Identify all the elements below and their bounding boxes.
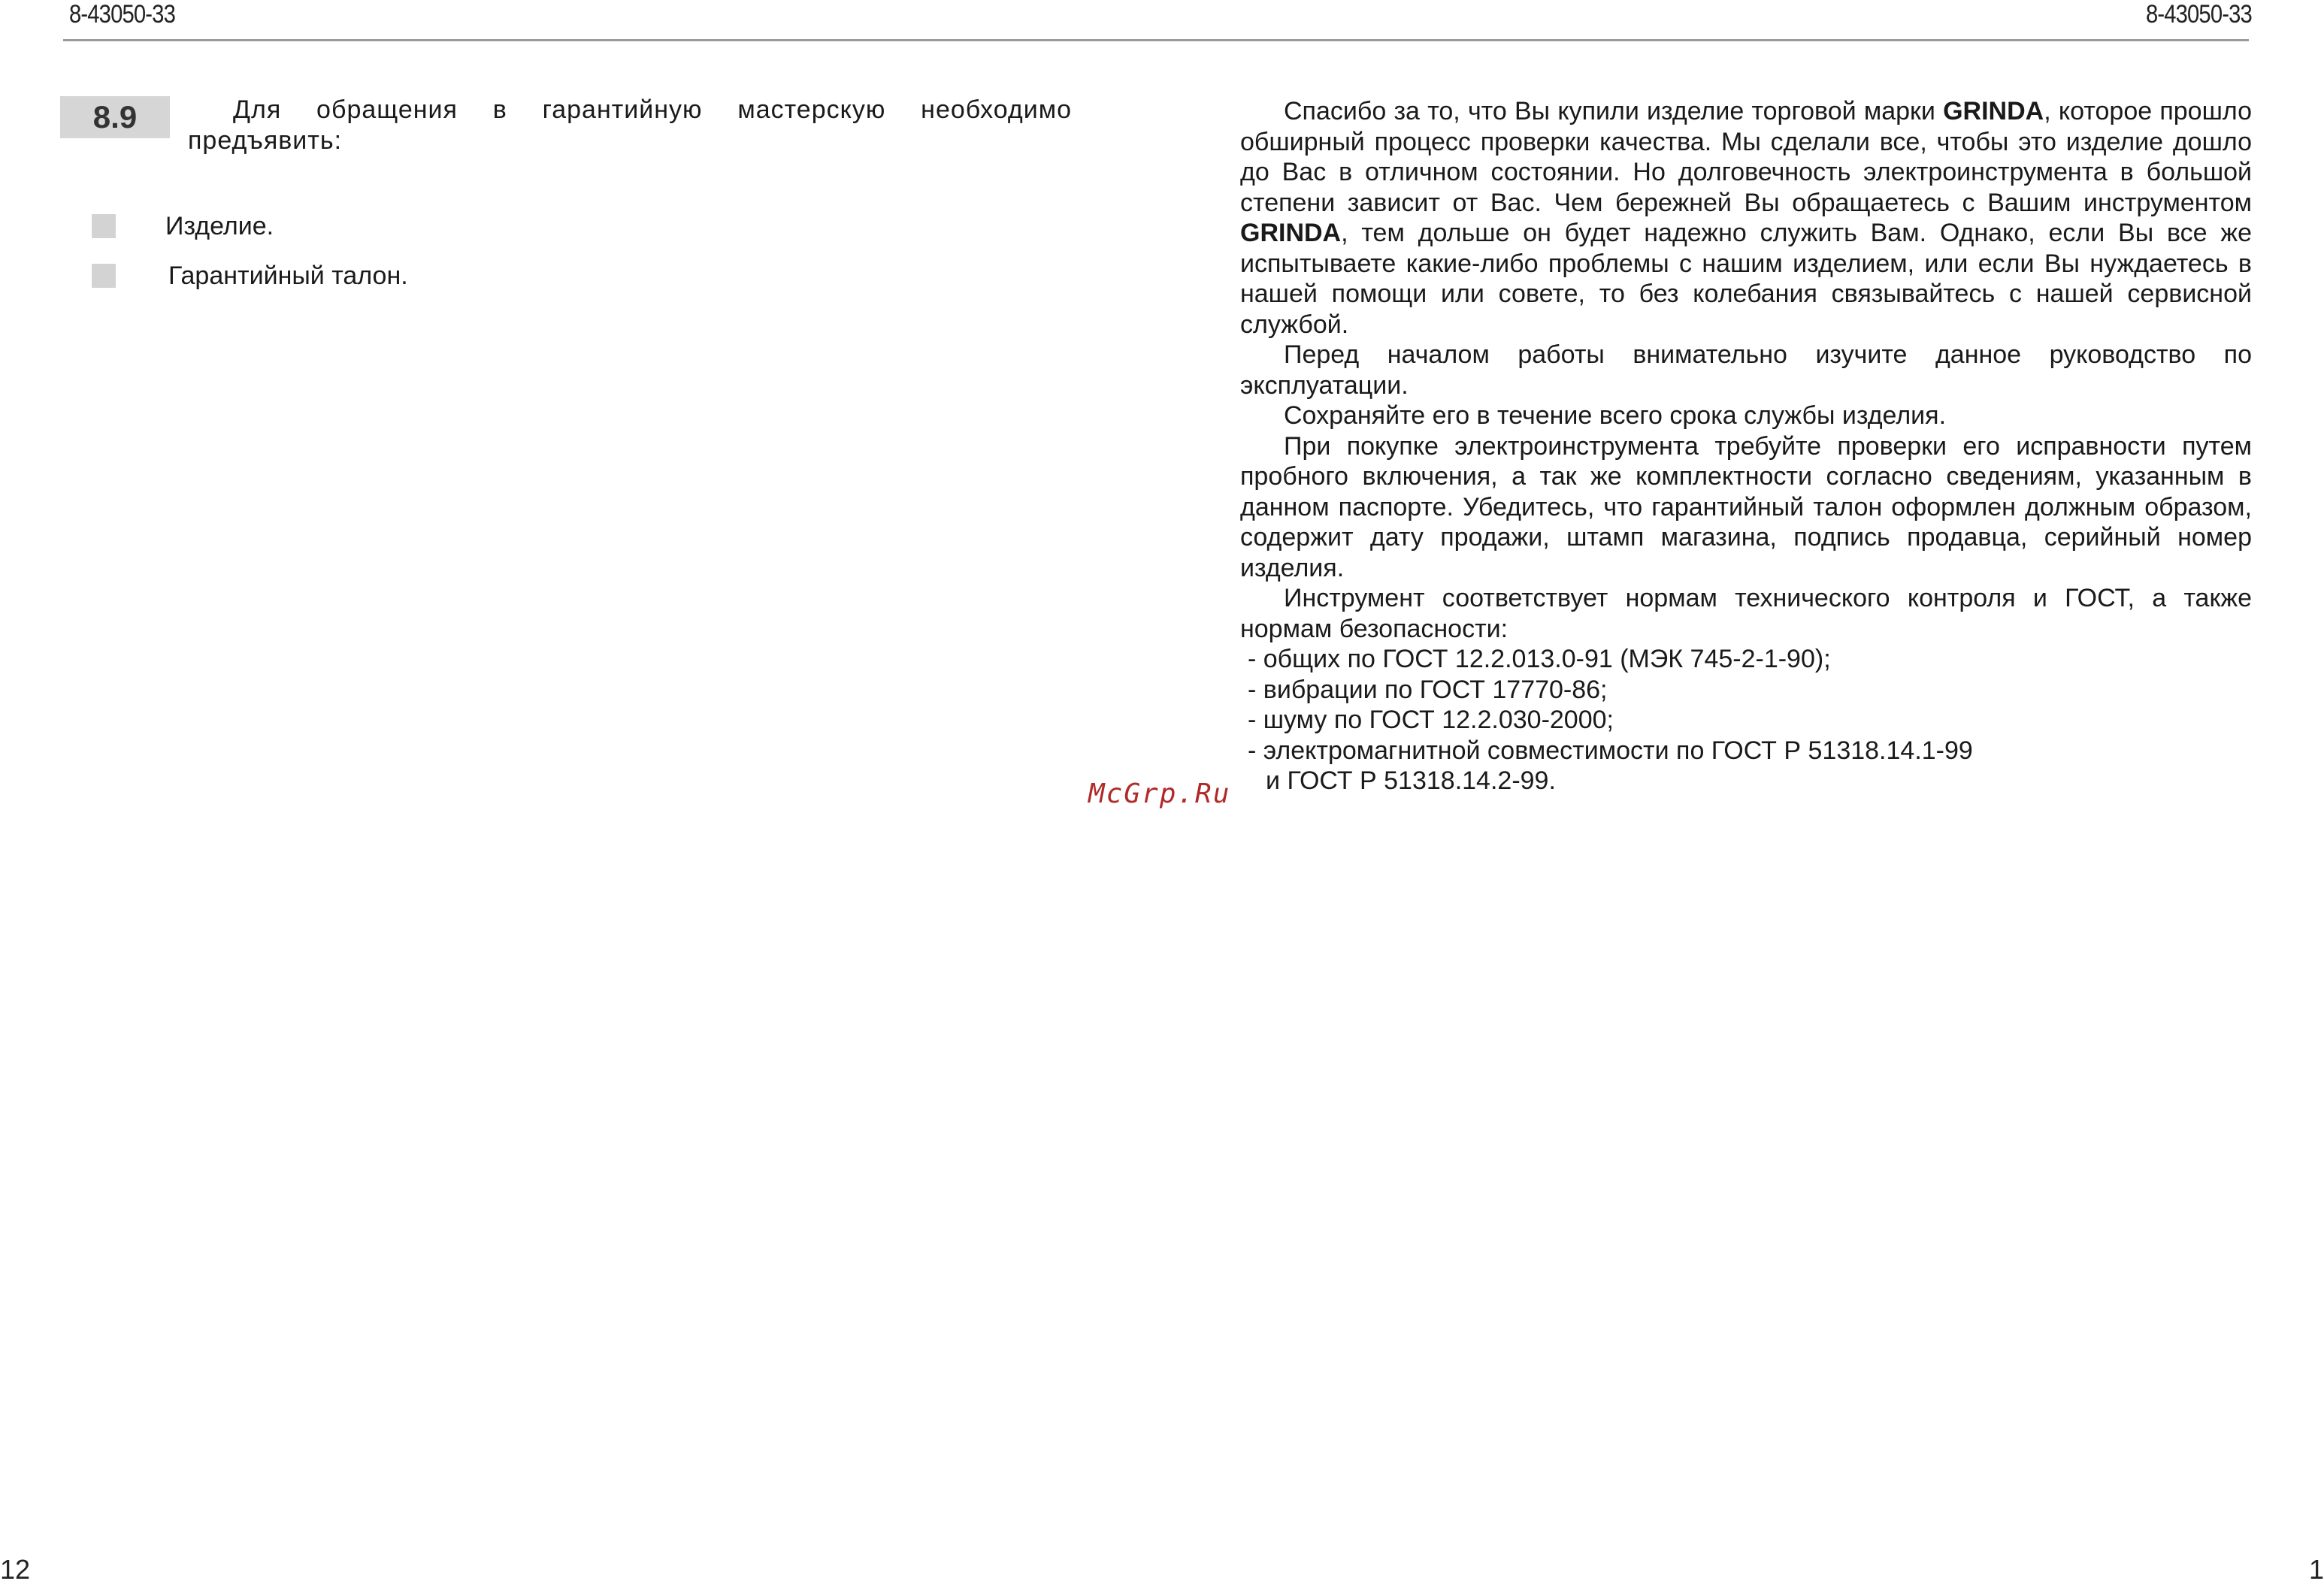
right-page-content — [1240, 96, 2252, 797]
list-item: - электромагнитной совместимости по ГОСТ Р 51318.14.1-99 — [1248, 736, 1973, 765]
section-number-badge: 8.9 — [60, 96, 170, 138]
keep-manual-paragraph: Сохраняйте его в течение всего срока службы изделия. — [1284, 401, 1947, 430]
site-watermark: McGrp.Ru — [1088, 778, 1231, 809]
square-bullet-icon — [92, 264, 116, 288]
brand-name: GRINDA — [1240, 219, 1342, 247]
thanks-text-part-2: , которое прошло обширный процесс проверки качества. Мы сделали все, чтобы это изделие дошло до Вас в отличном состоянии. Но долговечность электроинструмента в большой степени зависит от Вас. Чем бережней Вы обращаетесь с Вашим инструментом — [1240, 97, 2252, 217]
standards-list — [1240, 644, 2252, 797]
thanks-text-part-3: , тем дольше он будет надежно служить Вам. Однако, если Вы все же испытываете какие-либо проблемы с нашим изделием, или если Вы нуждаетесь в нашей помощи или совете, то без колебания связывайтесь с нашей сервисной службой. — [1240, 219, 2252, 339]
required-items-list — [92, 201, 408, 301]
list-item — [92, 251, 408, 301]
thanks-paragraph — [1240, 96, 2252, 340]
list-item-label: Гарантийный талон. — [168, 261, 408, 290]
page-number-right: 1 — [2308, 1554, 2324, 1585]
list-item-label: Изделие. — [165, 211, 274, 240]
section-intro-text: Для обращения в гарантийную мастерскую необходимо предъявить: — [188, 95, 1072, 155]
square-bullet-icon — [92, 214, 116, 238]
header-divider — [63, 39, 2249, 41]
purchase-check-paragraph: При покупке электроинструмента требуйте проверки его исправности путем пробного включения, а так же комплектности согласно сведениям, указанным в данном паспорте. Убедитесь, что гарантийный талон оформлен должным образом, содержит дату продажи, штамп магазина, подпись продавца, серийный номер изделия. — [1240, 431, 2252, 582]
thanks-text-part-1: Спасибо за то, что Вы купили изделие торговой марки — [1284, 97, 1944, 125]
list-item: - вибрации по ГОСТ 17770-86; — [1248, 675, 1608, 704]
document-code-right: 8-43050-33 — [2146, 0, 2252, 29]
list-item — [92, 201, 408, 251]
list-item: - общих по ГОСТ 12.2.013.0-91 (МЭК 745-2-1-90); — [1248, 645, 1831, 673]
page-number-left: 12 — [0, 1554, 31, 1585]
brand-name: GRINDA — [1943, 97, 2044, 125]
standards-intro-paragraph: Инструмент соответствует нормам технического контроля и ГОСТ, а также нормам безопасности: — [1240, 584, 2252, 643]
document-code-left: 8-43050-33 — [69, 0, 175, 29]
list-item-continuation: и ГОСТ Р 51318.14.2-99. — [1266, 766, 1556, 795]
list-item: - шуму по ГОСТ 12.2.030-2000; — [1248, 706, 1614, 734]
read-manual-paragraph: Перед началом работы внимательно изучите данное руководство по эксплуатации. — [1240, 340, 2252, 400]
